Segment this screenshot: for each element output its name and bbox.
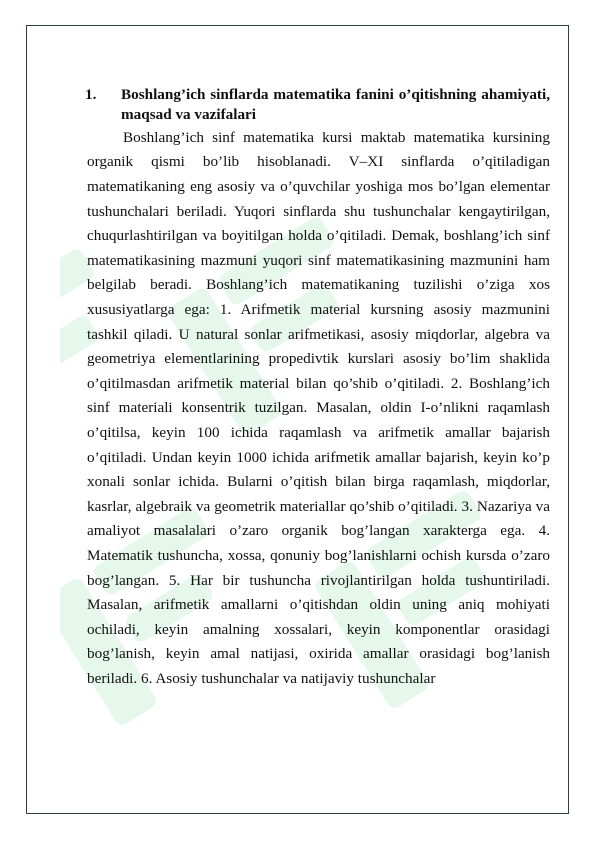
heading-number: 1.: [85, 86, 97, 103]
heading-text: Boshlang’ich sinflarda matematika fanini o’qitishning ahamiyati, maqsad va vazifalari: [121, 86, 550, 124]
document-content: [87, 85, 550, 691]
body-paragraph: Boshlang’ich sinf matematika kursi maktab matematika kursining organik qismi bo’lib hisoblanadi. V–XI sinflarda o’qitiladigan matematikaning eng asosiy va o’quvchilar yoshiga mos bo’lgan elementar tushunchalari beriladi. Yuqori sinflarda shu tushunchalar kengaytirilgan, chuqurlashtirilgan va boyitilgan holda o’qitiladi. Demak, boshlang’ich sinf matematikasining mazmuni yuqori sinf matematikasining mazmunini ham belgilab beradi. Boshlang’ich matematikaning tuzilishi o’ziga xos xususiyatlarga ega: 1. Arifmetik material kursning asosiy mazmunini tashkil qiladi. U natural sonlar arifmetikasi, asosiy miqdorlar, algebra va geometriya elementlarining propedivtik kurslari asosiy bo’lim shaklida o’qitilmasdan arifmetik material bilan qo’shib o’qitiladi. 2. Boshlang’ich sinf materiali konsentrik tuzilgan. Masalan, oldin I-o’nlikni raqamlash o’qitilsa, keyin 100 ichida raqamlash va arifmetik amallar bajarish o’qitiladi. Undan keyin 1000 ichida arifmetik amallar bajarish, keyin ko’p xonali sonlar ichida. Bularni o’qitish bilan birga raqamlash, miqdorlar, kasrlar, algebraik va geometrik materiallar qo’shib o’qitiladi. 3. Nazariya va amaliyot masalalari o’zaro organik bog’langan xarakterga ega. 4. Matematik tushuncha, xossa, qonuniy bog’lanishlarni ochish kursda o’zaro bog’langan. 5. Har bir tushuncha rivojlantirilgan holda tushuntiriladi. Masalan, arifmetik amallarni o’qitishdan oldin uning aniq mohiyati ochiladi, keyin amalning xossalari, keyin komponentlar orasidagi bog’lanish, keyin amal natijasi, oxirida amallar orasidagi bog’lanish beriladi. 6. Asosiy tushunchalar va natijaviy tushunchalar: [87, 128, 550, 687]
section-heading: [87, 85, 550, 126]
